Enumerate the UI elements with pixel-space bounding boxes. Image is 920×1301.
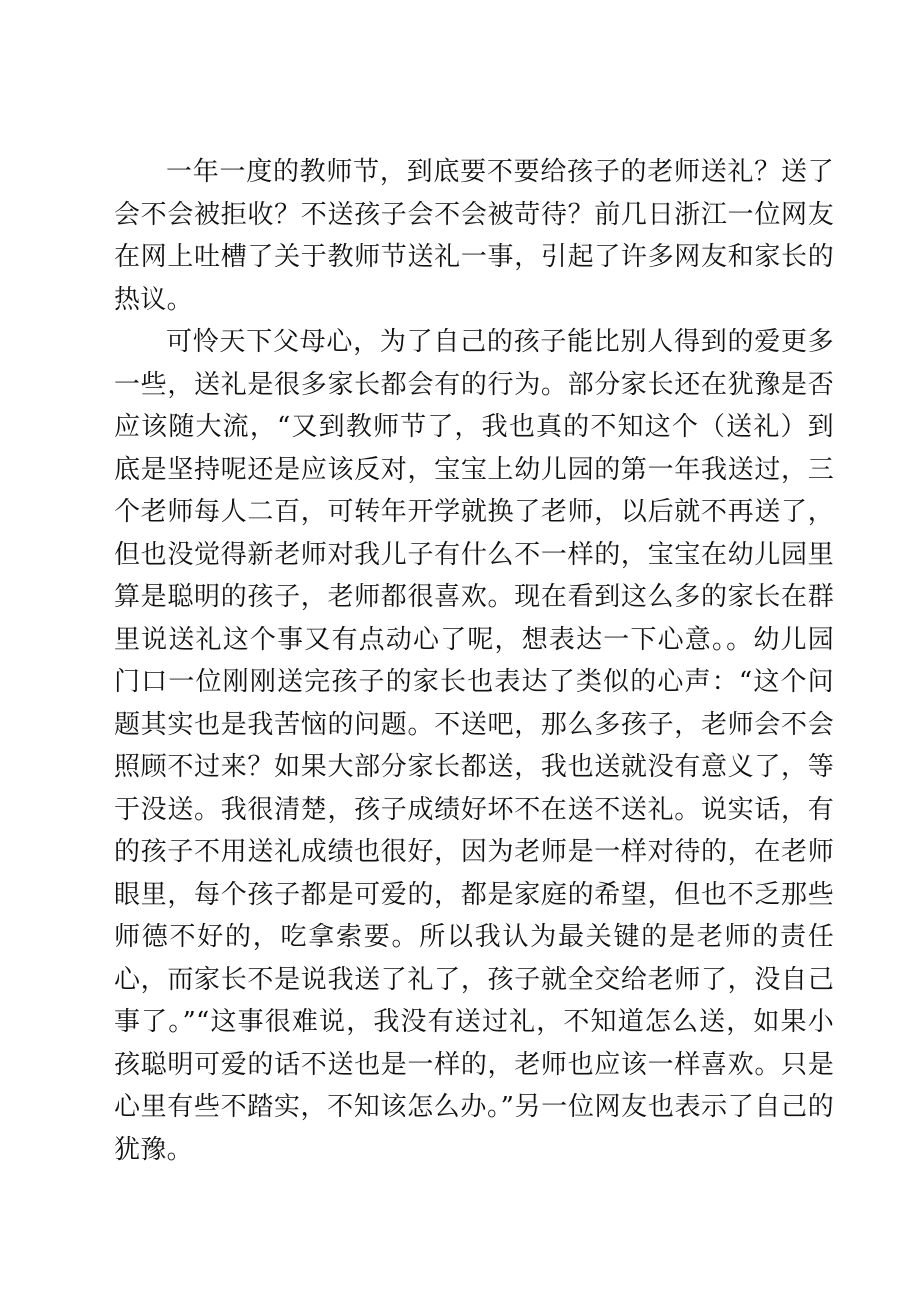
paragraph-parents-opinions: 可怜天下父母心，为了自己的孩子能比别人得到的爱更多一些，送礼是很多家长都会有的行为。部分家长还在犹豫是否应该随大流，“又到教师节了，我也真的不知这个（送礼）到底是坚持呢还是应该反对，宝宝上幼儿园的第一年我送过，三个老师每人二百，可转年开学就换了老师，以后就不再送了，但也没觉得新老师对我儿子有什么不一样的，宝宝在幼儿园里算是聪明的孩子，老师都很喜欢。现在看到这么多的家长在群里说送礼这个事又有点动心了呢，想表达一下心意。。幼儿园门口一位刚刚送完孩子的家长也表达了类似的心声：“这个问题其实也是我苦恼的问题。不送吧，那么多孩子，老师会不会照顾不过来？如果大部分家长都送，我也送就没有意义了，等于没送。我很清楚，孩子成绩好坏不在送不送礼。说实话，有的孩子不用送礼成绩也很好，因为老师是一样对待的，在老师眼里，每个孩子都是可爱的，都是家庭的希望，但也不乏那些师德不好的，吃拿索要。所以我认为最关键的是老师的责任心，而家长不是说我送了礼了，孩子就全交给老师了，没自己事了。”“这事很难说，我没有送过礼，不知道怎么送，如果小孩聪明可爱的话不送也是一样的，老师也应该一样喜欢。只是心里有些不踏实，不知该怎么办。”另一位网友也表示了自己的犹豫。	[114, 327, 835, 1165]
document-body	[114, 151, 834, 1171]
paragraph-teachers-day-intro: 一年一度的教师节，到底要不要给孩子的老师送礼？送了会不会被拒收？不送孩子会不会被苛待？前几日浙江一位网友在网上吐槽了关于教师节送礼一事，引起了许多网友和家长的热议。	[114, 157, 834, 315]
